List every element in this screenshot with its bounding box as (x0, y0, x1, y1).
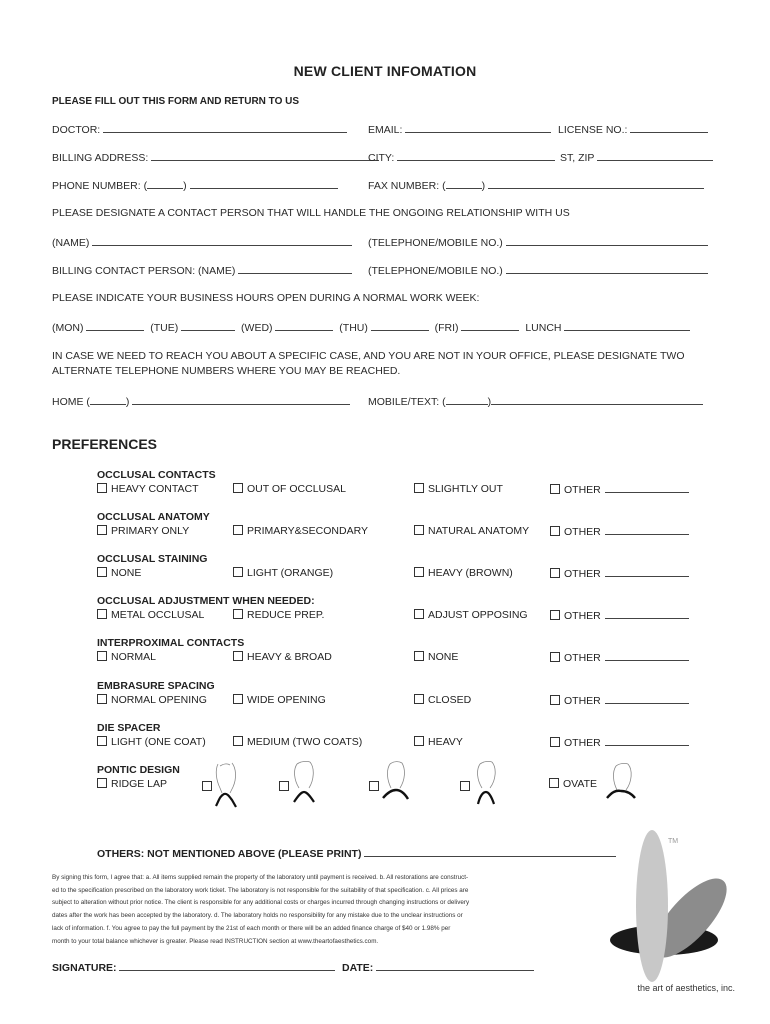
pref-option[interactable] (233, 694, 326, 706)
other-field[interactable] (605, 609, 689, 619)
option-label: OTHER (564, 652, 601, 664)
pref-option[interactable] (97, 609, 204, 621)
option-label: PRIMARY ONLY (111, 525, 190, 537)
pontic-design-title: PONTIC DESIGN (97, 764, 180, 776)
pref-option[interactable] (550, 651, 689, 664)
lunch-field[interactable] (564, 321, 690, 331)
option-label: METAL OCCLUSAL (111, 609, 205, 621)
pontic-option-ovate[interactable] (549, 778, 597, 790)
pref-option[interactable] (233, 525, 368, 537)
checkbox[interactable] (550, 484, 560, 494)
pref-option[interactable] (550, 567, 689, 580)
option-label: OTHER (564, 526, 601, 538)
email-field[interactable] (405, 123, 551, 133)
tue-field[interactable] (181, 321, 235, 331)
terms-line: month to your total balance whichever is greater. Please read INSTRUCTION section at www.theartofaesthetics.com. (52, 937, 379, 945)
contact-tel-field[interactable] (506, 236, 708, 246)
date-field[interactable] (376, 961, 534, 971)
checkbox[interactable] (97, 567, 107, 577)
option-label: OTHER (564, 737, 601, 749)
terms-line: lack of information. f. You agree to pay the full payment by the 21st of each month or there will be an added finance charge of $40 or 1.98% per (52, 924, 451, 932)
pref-group-title: OCCLUSAL ADJUSTMENT WHEN NEEDED: (97, 595, 315, 607)
other-field[interactable] (605, 567, 689, 577)
checkbox[interactable] (414, 567, 424, 577)
checkbox[interactable] (550, 526, 560, 536)
phone-field[interactable] (190, 179, 338, 189)
business-hours-text: PLEASE INDICATE YOUR BUSINESS HOURS OPEN DURING A NORMAL WORK WEEK: (52, 292, 480, 304)
terms-line: By signing this form, I agree that: a. All items supplied remain the property of the laboratory until payment is received. b. All restorations are construct- (52, 874, 469, 881)
pref-group-title: EMBRASURE SPACING (97, 680, 215, 692)
option-label: REDUCE PREP. (247, 609, 325, 621)
lunch-label: LUNCH (525, 322, 562, 334)
pref-group-title: INTERPROXIMAL CONTACTS (97, 637, 245, 649)
pref-option[interactable] (414, 609, 528, 621)
license-field[interactable] (630, 123, 708, 133)
preferences-heading: PREFERENCES (52, 436, 158, 452)
pref-option[interactable] (414, 525, 529, 537)
signature-label: SIGNATURE: (52, 962, 117, 974)
option-label: PRIMARY&SECONDARY (247, 525, 368, 537)
checkbox[interactable] (550, 610, 560, 620)
license-label: LICENSE NO.: (558, 124, 628, 136)
mon-field[interactable] (86, 321, 144, 331)
pref-option[interactable] (97, 694, 207, 706)
checkbox[interactable] (414, 483, 424, 493)
option-label: CLOSED (428, 694, 472, 706)
option-label: NORMAL (111, 651, 156, 663)
pref-option[interactable] (550, 694, 689, 707)
pref-option[interactable] (550, 483, 689, 496)
option-label: NONE (428, 651, 459, 663)
pontic-checkbox-3[interactable] (279, 781, 289, 791)
terms-line: ed to the specification prescribed on the laboratory work ticket. The laboratory is not responsible for the suitability of that specification. c. All prices are (52, 886, 469, 894)
fax-label: FAX NUMBER: (368, 180, 440, 192)
billing-tel-label: (TELEPHONE/MOBILE NO.) (368, 265, 503, 277)
mobile-text-field[interactable] (491, 395, 703, 405)
wed-field[interactable] (275, 321, 333, 331)
option-label: ADJUST OPPOSING (428, 609, 528, 621)
pontic-checkbox-4[interactable] (369, 781, 379, 791)
tooth-sanitary-icon (472, 758, 500, 808)
pref-group-title: DIE SPACER (97, 722, 161, 734)
st-zip-label: ST, ZIP (560, 152, 595, 164)
other-field[interactable] (605, 736, 689, 746)
option-label: LIGHT (ORANGE) (247, 567, 334, 579)
checkbox[interactable] (97, 525, 107, 535)
option-label: MEDIUM (TWO COATS) (247, 736, 363, 748)
terms-text (52, 872, 608, 948)
option-label: NATURAL ANATOMY (428, 525, 530, 537)
pref-option[interactable] (414, 483, 503, 495)
phone-label: PHONE NUMBER: (52, 180, 141, 192)
pref-option[interactable] (414, 736, 463, 748)
fri-label: (FRI) (434, 322, 459, 334)
pontic-option-ridge-lap[interactable] (97, 778, 167, 790)
billing-tel-field[interactable] (506, 264, 708, 274)
mon-label: (MON) (52, 322, 84, 334)
tooth-modified-ridge-lap-icon (290, 758, 318, 808)
fax-field[interactable] (488, 179, 704, 189)
checkbox[interactable] (414, 736, 424, 746)
wed-label: (WED) (241, 322, 273, 334)
contact-name-field[interactable] (92, 236, 352, 246)
pref-option[interactable] (414, 694, 471, 706)
pref-option[interactable] (233, 609, 324, 621)
pref-option[interactable] (550, 609, 689, 622)
fri-field[interactable] (461, 321, 519, 331)
pref-option[interactable] (233, 651, 332, 663)
other-field[interactable] (605, 483, 689, 493)
home-field[interactable] (132, 395, 350, 405)
checkbox[interactable] (414, 651, 424, 661)
checkbox[interactable] (549, 778, 559, 788)
option-label: WIDE OPENING (247, 694, 326, 706)
checkbox[interactable] (97, 778, 107, 788)
doctor-field[interactable] (103, 123, 347, 133)
option-label: HEAVY & BROAD (247, 651, 332, 663)
option-label: OTHER (564, 484, 601, 496)
contact-tel-label: (TELEPHONE/MOBILE NO.) (368, 237, 503, 249)
checkbox[interactable] (550, 652, 560, 662)
city-field[interactable] (397, 151, 555, 161)
option-label: SLIGHTLY OUT (428, 483, 503, 495)
option-label: NORMAL OPENING (111, 694, 207, 706)
city-label: CITY: (368, 152, 395, 164)
checkbox[interactable] (233, 694, 243, 704)
pref-option[interactable] (233, 567, 333, 579)
contact-name-label: (NAME) (52, 237, 90, 249)
billing-address-field[interactable] (151, 151, 379, 161)
pref-option[interactable] (550, 736, 689, 749)
tooth-conical-icon (380, 758, 410, 808)
thu-label: (THU) (339, 322, 368, 334)
designate-contact-text: PLEASE DESIGNATE A CONTACT PERSON THAT WILL HANDLE THE ONGOING RELATIONSHIP WITH US (52, 207, 570, 219)
others-field[interactable] (364, 847, 616, 857)
tooth-ridge-lap-icon (212, 760, 240, 810)
checkbox[interactable] (233, 525, 243, 535)
billing-contact-label: BILLING CONTACT PERSON: (NAME) (52, 265, 236, 277)
tue-label: (TUE) (150, 322, 179, 334)
pref-option[interactable] (233, 736, 362, 748)
pref-option[interactable] (97, 525, 189, 537)
pref-option[interactable] (97, 651, 156, 663)
billing-contact-field[interactable] (238, 264, 352, 274)
brand-name: the art of aesthetics, inc. (637, 983, 735, 993)
page-title: NEW CLIENT INFOMATION (293, 63, 477, 79)
checkbox[interactable] (97, 651, 107, 661)
billing-address-label: BILLING ADDRESS: (52, 152, 149, 164)
checkbox[interactable] (414, 694, 424, 704)
thu-field[interactable] (371, 321, 429, 331)
pref-option[interactable] (233, 483, 346, 495)
option-label: LIGHT (ONE COAT) (111, 736, 206, 748)
option-label: OTHER (564, 610, 601, 622)
terms-line: dates after the work has been accepted by the laboratory. d. The laboratory holds no responsibility for any mistake due to the unclear instructions or (52, 912, 463, 920)
email-label: EMAIL: (368, 124, 403, 136)
checkbox[interactable] (414, 525, 424, 535)
checkbox[interactable] (97, 736, 107, 746)
others-label: OTHERS: NOT MENTIONED ABOVE (PLEASE PRINT) (97, 848, 362, 860)
pref-option[interactable] (414, 651, 458, 663)
checkbox[interactable] (550, 568, 560, 578)
option-label: OVATE (563, 778, 598, 790)
alternate-numbers-text-1: IN CASE WE NEED TO REACH YOU ABOUT A SPECIFIC CASE, AND YOU ARE NOT IN YOUR OFFICE, PLEASE DESIGNATE TWO (52, 350, 685, 362)
option-label: OTHER (564, 568, 601, 580)
pref-group-title: OCCLUSAL CONTACTS (97, 469, 216, 481)
fax-area-code-field[interactable] (446, 179, 482, 189)
terms-line: subject to alteration without prior notice. The client is responsible for any additional costs or charges incurred through changing instructions or delivery (52, 899, 470, 907)
checkbox[interactable] (550, 695, 560, 705)
checkbox[interactable] (233, 567, 243, 577)
option-label: HEAVY CONTACT (111, 483, 199, 495)
option-label: RIDGE LAP (111, 778, 168, 790)
option-label: NONE (111, 567, 142, 579)
phone-area-code-field[interactable] (147, 179, 183, 189)
mobile-area-code-field[interactable] (446, 395, 488, 405)
form-subtitle: PLEASE FILL OUT THIS FORM AND RETURN TO US (52, 96, 300, 107)
other-field[interactable] (605, 694, 689, 704)
trademark-symbol: TM (668, 838, 679, 845)
pontic-checkbox-5[interactable] (460, 781, 470, 791)
other-field[interactable] (605, 651, 689, 661)
option-label: OTHER (564, 695, 601, 707)
checkbox[interactable] (97, 609, 107, 619)
checkbox[interactable] (97, 694, 107, 704)
pref-group-title: OCCLUSAL STAINING (97, 553, 208, 565)
checkbox[interactable] (550, 737, 560, 747)
other-field[interactable] (605, 525, 689, 535)
pref-option[interactable] (550, 525, 689, 538)
pref-group-title: OCCLUSAL ANATOMY (97, 511, 210, 523)
option-label: HEAVY (428, 736, 463, 748)
pref-option[interactable] (97, 736, 206, 748)
tooth-ovate-icon (604, 760, 638, 810)
pref-option[interactable] (97, 483, 199, 495)
pontic-checkbox-2[interactable] (202, 781, 212, 791)
checkbox[interactable] (233, 483, 243, 493)
checkbox[interactable] (414, 609, 424, 619)
option-label: OUT OF OCCLUSAL (247, 483, 346, 495)
checkbox[interactable] (233, 736, 243, 746)
option-label: HEAVY (BROWN) (428, 567, 513, 579)
st-zip-field[interactable] (597, 151, 713, 161)
signature-field[interactable] (119, 961, 335, 971)
home-label: HOME (52, 396, 84, 408)
doctor-label: DOCTOR: (52, 124, 101, 136)
checkbox[interactable] (233, 651, 243, 661)
checkbox[interactable] (233, 609, 243, 619)
date-label: DATE: (342, 962, 374, 974)
pref-option[interactable] (414, 567, 513, 579)
alternate-numbers-text-2: ALTERNATE TELEPHONE NUMBERS WHERE YOU MAY BE REACHED. (52, 365, 401, 377)
checkbox[interactable] (97, 483, 107, 493)
mobile-text-label: MOBILE/TEXT: (368, 396, 440, 408)
pref-option[interactable] (97, 567, 141, 579)
home-area-code-field[interactable] (90, 395, 126, 405)
company-logo (608, 828, 738, 984)
